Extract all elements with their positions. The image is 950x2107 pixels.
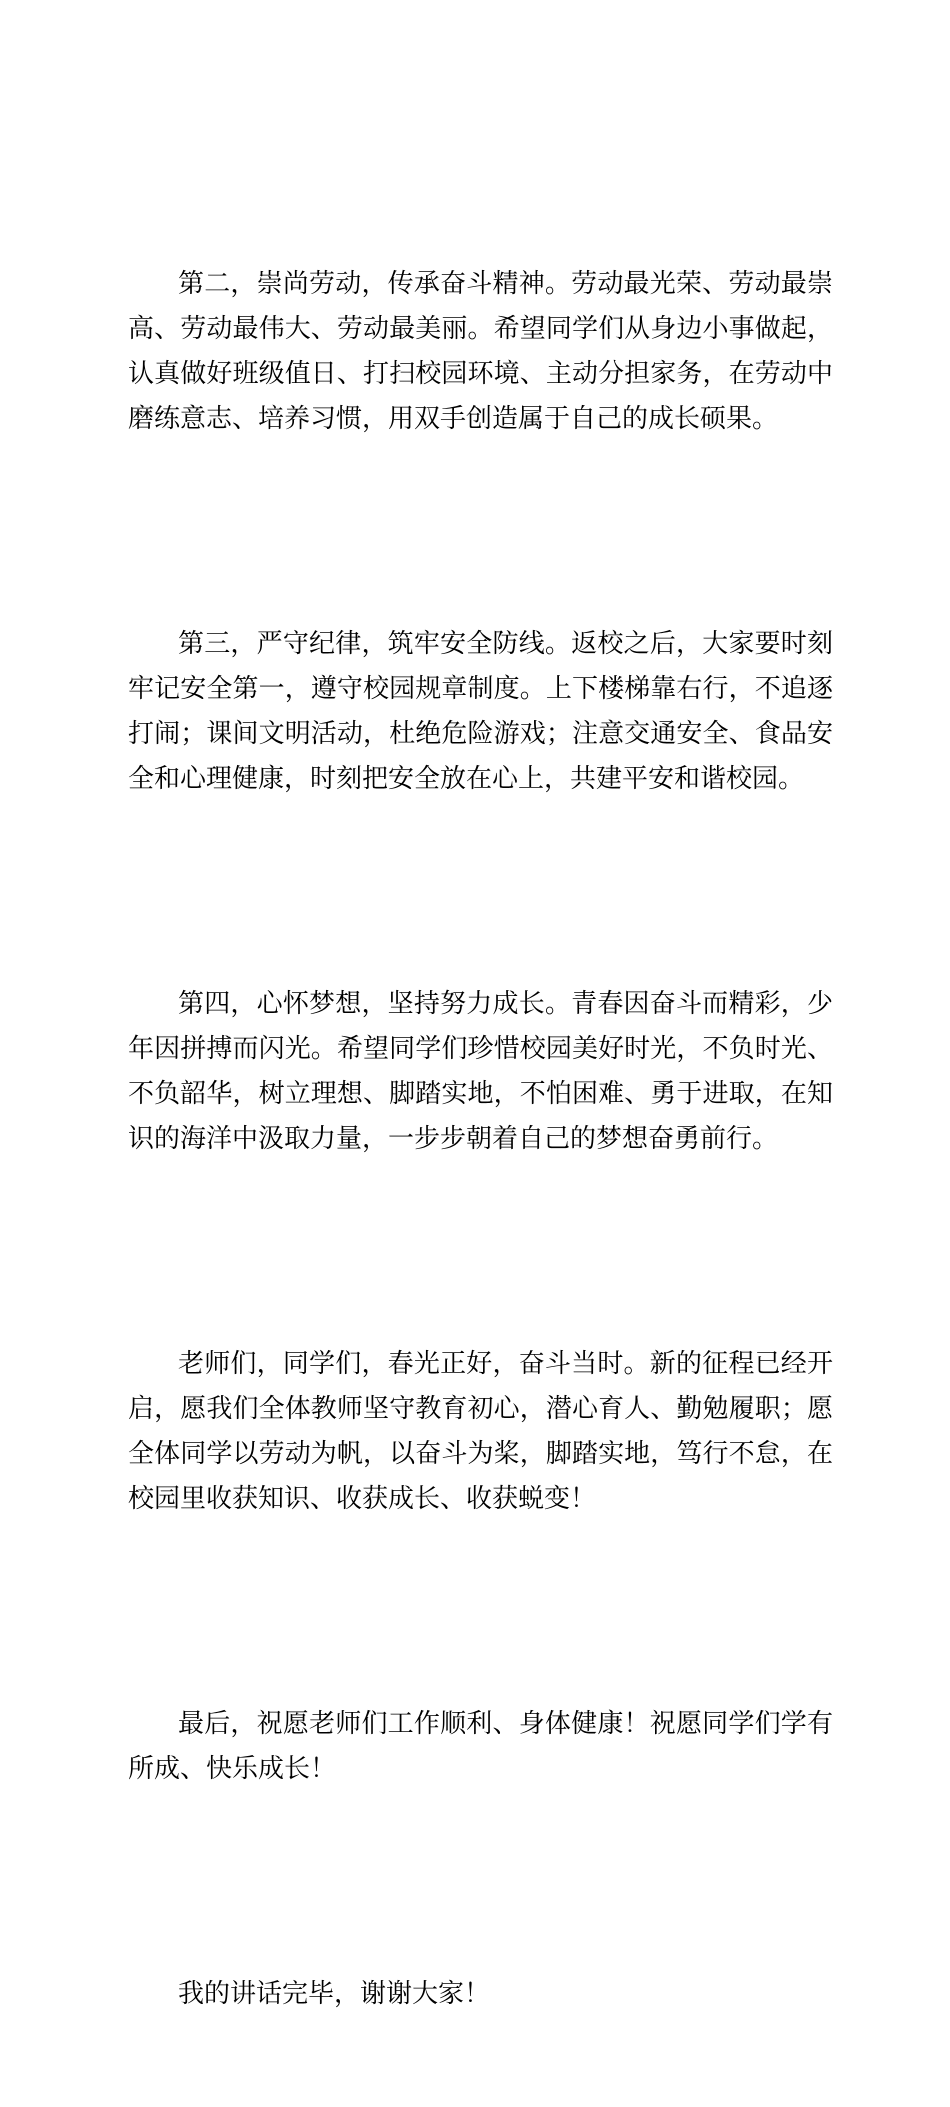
paragraph-labor — [128, 172, 833, 532]
paragraph-address — [128, 1252, 833, 1612]
paragraph-closing — [128, 1882, 833, 2107]
text-line: 最后，祝愿老师们工作顺利、身体健康！祝愿同学们学有 — [178, 1709, 833, 1739]
text-line: 第二，崇尚劳动，传承奋斗精神。劳动最光荣、劳动最崇 — [178, 269, 833, 299]
paragraph-dreams — [128, 892, 833, 1252]
text-line: 磨练意志、培养习惯，用双手创造属于自己的成长硕果。 — [128, 404, 779, 434]
text-line: 第四，心怀梦想，坚持努力成长。青春因奋斗而精彩，少 — [178, 989, 833, 1019]
text-line: 不负韶华，树立理想、脚踏实地，不怕困难、勇于进取，在知 — [128, 1079, 833, 1109]
text-line: 打闹；课间文明活动，杜绝危险游戏；注意交通安全、食品安 — [128, 719, 833, 749]
text-line: 全和心理健康，时刻把安全放在心上，共建平安和谐校园。 — [128, 764, 805, 794]
text-line: 启，愿我们全体教师坚守教育初心，潜心育人、勤勉履职；愿 — [128, 1394, 833, 1424]
paragraph-discipline — [128, 532, 833, 892]
text-line: 老师们，同学们，春光正好，奋斗当时。新的征程已经开 — [178, 1349, 833, 1379]
paragraph-wishes — [128, 1612, 833, 1882]
text-line: 识的海洋中汲取力量，一步步朝着自己的梦想奋勇前行。 — [128, 1124, 779, 1154]
text-line: 第三，严守纪律，筑牢安全防线。返校之后，大家要时刻 — [178, 629, 833, 659]
speech-body — [128, 172, 833, 2107]
text-line: 我的讲话完毕，谢谢大家！ — [178, 1979, 491, 2009]
text-line: 高、劳动最伟大、劳动最美丽。希望同学们从身边小事做起， — [128, 314, 833, 344]
text-line: 全体同学以劳动为帆，以奋斗为桨，脚踏实地，笃行不怠，在 — [128, 1439, 833, 1469]
text-line: 校园里收获知识、收获成长、收获蜕变！ — [128, 1484, 597, 1514]
text-line: 年因拼搏而闪光。希望同学们珍惜校园美好时光，不负时光、 — [128, 1034, 833, 1064]
text-line: 认真做好班级值日、打扫校园环境、主动分担家务，在劳动中 — [128, 359, 833, 389]
text-line: 牢记安全第一，遵守校园规章制度。上下楼梯靠右行，不追逐 — [128, 674, 833, 704]
text-line: 所成、快乐成长！ — [128, 1754, 337, 1784]
